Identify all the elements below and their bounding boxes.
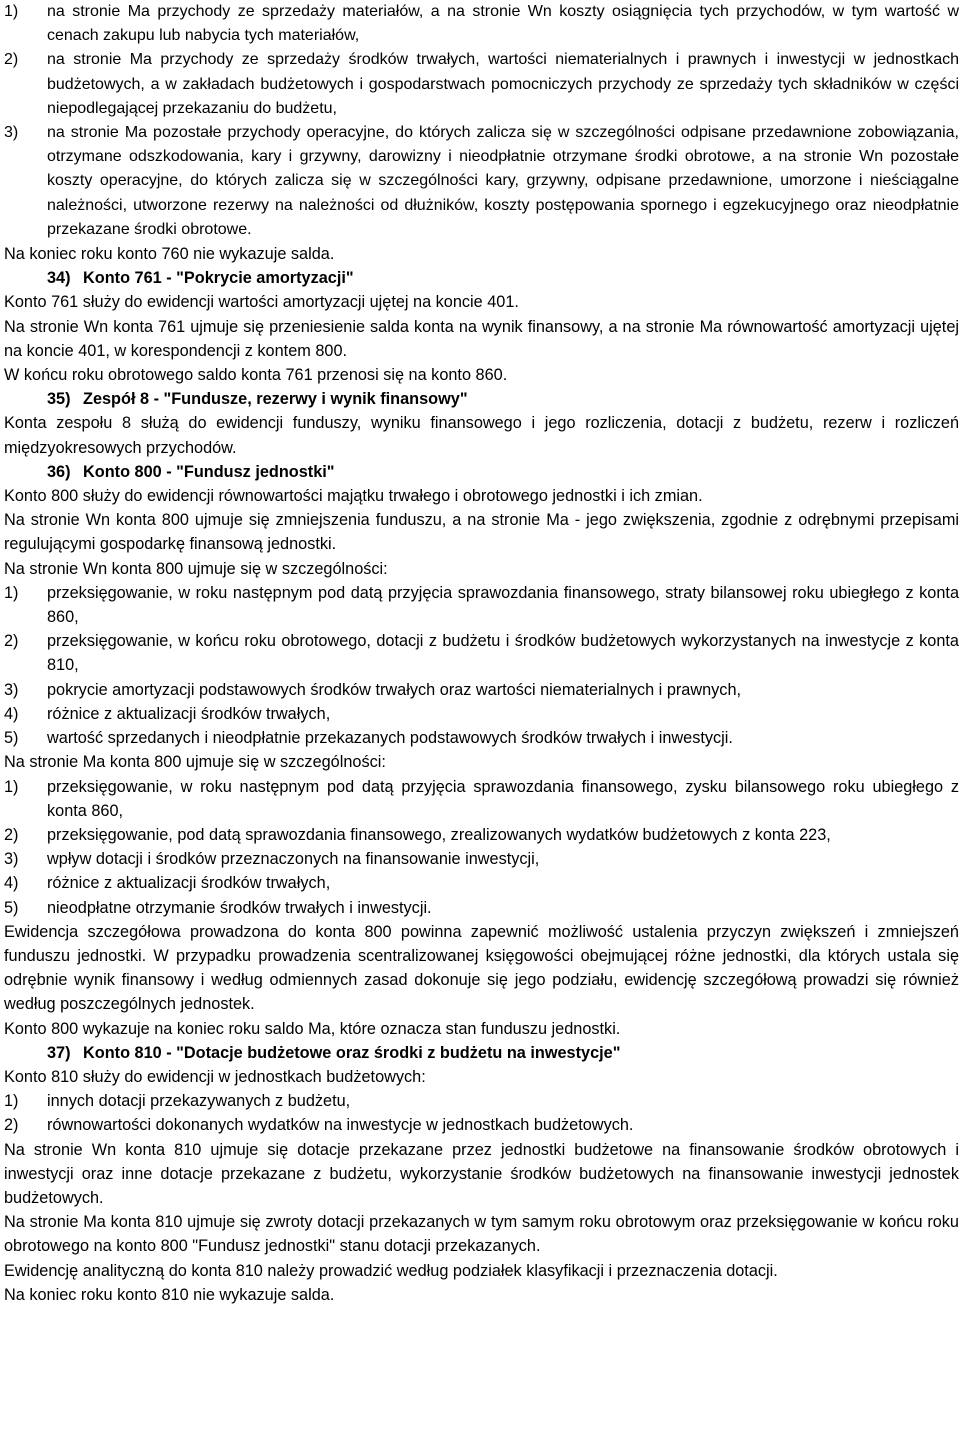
list-item-text: równowartości dokonanych wydatków na inwestycje w jednostkach budżetowych. <box>47 1116 634 1135</box>
list-item-number: 2) <box>4 825 19 844</box>
list-item-text: pokrycie amortyzacji podstawowych środków trwałych oraz wartości niematerialnych i prawnych, <box>47 680 742 699</box>
paragraph: Ewidencja szczegółowa prowadzona do konta 800 powinna zapewnić możliwość ustalenia przyczyn zwiększeń i zmniejszeń funduszu jednostki. W przypadku prowadzenia scentralizowanej księgowości obejmującej różne jednostki, dla których ustala się odrębnie wynik finansowy i według odmiennych zasad dokonuje się jego podziału, ewidencję szczegółową prowadzi się również według poszczególnych jednostek. <box>4 922 959 1014</box>
list-item <box>4 48 959 121</box>
list-item-text: różnice z aktualizacji środków trwałych, <box>47 704 331 723</box>
list-item-text: przeksięgowanie, w roku następnym pod datą przyjęcia sprawozdania finansowego, straty bilansowej roku ubiegłego z konta 860, <box>47 583 959 627</box>
list-item <box>4 847 959 871</box>
list-item <box>4 702 959 726</box>
section-heading-35 <box>4 387 959 411</box>
paragraph: Na koniec roku konto 760 nie wykazuje salda. <box>4 245 335 264</box>
document-page <box>4 0 959 1307</box>
list-item-text: przeksięgowanie, w końcu roku obrotowego, dotacji z budżetu i środków budżetowych wykorzystanych na inwestycje z konta 810, <box>47 632 959 675</box>
wn-list <box>4 581 959 750</box>
list-item <box>4 823 959 847</box>
list-item-number: 5) <box>4 729 19 748</box>
paragraph: Konto 810 służy do ewidencji w jednostkach budżetowych: <box>4 1067 426 1086</box>
heading-number: 37) <box>47 1043 71 1062</box>
paragraph: Na stronie Wn konta 800 ujmuje się zmniejszenia funduszu, a na stronie Ma - jego zwiększenia, zgodnie z odrębnymi przepisami regulującymi gospodarkę finansową jednostki. <box>4 511 959 554</box>
heading-number: 35) <box>47 390 71 409</box>
heading-number: 34) <box>47 269 71 288</box>
list-item-number: 1) <box>4 583 19 602</box>
list-item-number: 3) <box>4 124 19 142</box>
list-item-number: 3) <box>4 680 19 699</box>
heading-text: Konto 810 - "Dotacje budżetowe oraz środki z budżetu na inwestycje" <box>83 1043 621 1062</box>
list-item <box>4 1089 959 1113</box>
paragraph: Konto 761 służy do ewidencji wartości amortyzacji ujętej na koncie 401. <box>4 293 519 312</box>
list-810 <box>4 1089 959 1137</box>
list-item-number: 4) <box>4 704 19 723</box>
paragraph: Konto 800 służy do ewidencji równowartości majątku trwałego i obrotowego jednostki i ich zmian. <box>4 487 703 506</box>
ma-list <box>4 775 959 920</box>
paragraph: Na stronie Wn konta 800 ujmuje się w szczególności: <box>4 559 388 578</box>
list-item-number: 2) <box>4 51 19 69</box>
paragraph: Na stronie Ma konta 800 ujmuje się w szczególności: <box>4 753 386 772</box>
paragraph: Ewidencję analityczną do konta 810 należy prowadzić według podziałek klasyfikacji i przeznaczenia dotacji. <box>4 1261 778 1280</box>
list-item <box>4 121 959 242</box>
heading-number: 36) <box>47 462 71 481</box>
list-item-text: wpływ dotacji i środków przeznaczonych na finansowanie inwestycji, <box>47 850 540 869</box>
list-item <box>4 678 959 702</box>
list-item-text: nieodpłatne otrzymanie środków trwałych i inwestycji. <box>47 898 432 917</box>
section-heading-37 <box>4 1041 959 1065</box>
heading-text: Zespół 8 - "Fundusze, rezerwy i wynik finansowy" <box>83 390 468 409</box>
paragraph: Na stronie Wn konta 761 ujmuje się przeniesienie salda konta na wynik finansowy, a na stronie Ma równowartość amortyzacji ujętej na koncie 401, w korespondencji z kontem 800. <box>4 317 959 360</box>
list-item <box>4 629 959 677</box>
list-item <box>4 581 959 629</box>
list-item-number: 4) <box>4 874 19 893</box>
list-item-text: różnice z aktualizacji środków trwałych, <box>47 874 331 893</box>
list-item-text: wartość sprzedanych i nieodpłatnie przekazanych podstawowych środków trwałych i inwestycji. <box>47 729 733 748</box>
list-item <box>4 871 959 895</box>
heading-text: Konto 761 - "Pokrycie amortyzacji" <box>83 269 354 288</box>
paragraph: Na koniec roku konto 810 nie wykazuje salda. <box>4 1285 335 1304</box>
list-item <box>4 775 959 823</box>
list-item-text: na stronie Ma pozostałe przychody operacyjne, do których zalicza się w szczególności odpisane przedawnione zobowiązania, otrzymane odszkodowania, kary i grzywny, darowizny i nieodpłatnie otrzymane środki obrotowe, a na stronie Wn pozostałe koszty operacyjne, do których zalicza się w szczególności kary, grzywny, odpisane przedawnione, umorzone i nieściągalne należności, utworzone rezerwy na należności od dłużników, koszty postępowania spornego i egzekucyjnego oraz nieodpłatnie przekazane środki obrotowe. <box>47 124 959 238</box>
list-item-number: 1) <box>4 777 19 796</box>
list-item-number: 3) <box>4 850 19 869</box>
list-item-number: 1) <box>4 3 19 20</box>
list-item-number: 1) <box>4 1092 19 1111</box>
list-item <box>4 0 959 48</box>
list-item-number: 2) <box>4 632 19 651</box>
list-item <box>4 726 959 750</box>
paragraph: W końcu roku obrotowego saldo konta 761 przenosi się na konto 860. <box>4 366 508 385</box>
paragraph: Konta zespołu 8 służą do ewidencji funduszy, wyniku finansowego i jego rozliczenia, dotacji z budżetu, rezerw i rozliczeń międzyokresowych przychodów. <box>4 414 959 457</box>
list-item-number: 5) <box>4 898 19 917</box>
section-heading-34 <box>4 266 959 290</box>
heading-text: Konto 800 - "Fundusz jednostki" <box>83 462 335 481</box>
list-item <box>4 896 959 920</box>
paragraph: Na stronie Ma konta 810 ujmuje się zwroty dotacji przekazanych w tym samym roku obrotowym oraz przeksięgowanie w końcu roku obrotowego na konto 800 "Fundusz jednostki" stanu dotacji przekazanych. <box>4 1213 959 1256</box>
top-list <box>4 0 959 242</box>
section-heading-36 <box>4 460 959 484</box>
list-item <box>4 1113 959 1137</box>
list-item-text: na stronie Ma przychody ze sprzedaży środków trwałych, wartości niematerialnych i prawnych i inwestycji w jednostkach budżetowych, a w zakładach budżetowych i gospodarstwach pomocniczych przychody ze sprzedaży tych składników w części niepodlegającej przekazaniu do budżetu, <box>47 51 959 117</box>
list-item-text: innych dotacji przekazywanych z budżetu, <box>47 1092 351 1111</box>
paragraph: Na stronie Wn konta 810 ujmuje się dotacje przekazane przez jednostki budżetowe na finansowanie środków obrotowych i inwestycji oraz inne dotacje przekazane z budżetu, wykorzystanie środków budżetowych na finansowanie inwestycji jednostek budżetowych. <box>4 1140 959 1207</box>
list-item-number: 2) <box>4 1116 19 1135</box>
list-item-text: przeksięgowanie, pod datą sprawozdania finansowego, zrealizowanych wydatków budżetowych z konta 223, <box>47 825 831 844</box>
list-item-text: na stronie Ma przychody ze sprzedaży materiałów, a na stronie Wn koszty osiągnięcia tych przychodów, w tym wartość w cenach zakupu lub nabycia tych materiałów, <box>47 3 959 45</box>
paragraph: Konto 800 wykazuje na koniec roku saldo Ma, które oznacza stan funduszu jednostki. <box>4 1019 621 1038</box>
list-item-text: przeksięgowanie, w roku następnym pod datą przyjęcia sprawozdania finansowego, zysku bilansowego roku ubiegłego z konta 860, <box>47 777 959 820</box>
